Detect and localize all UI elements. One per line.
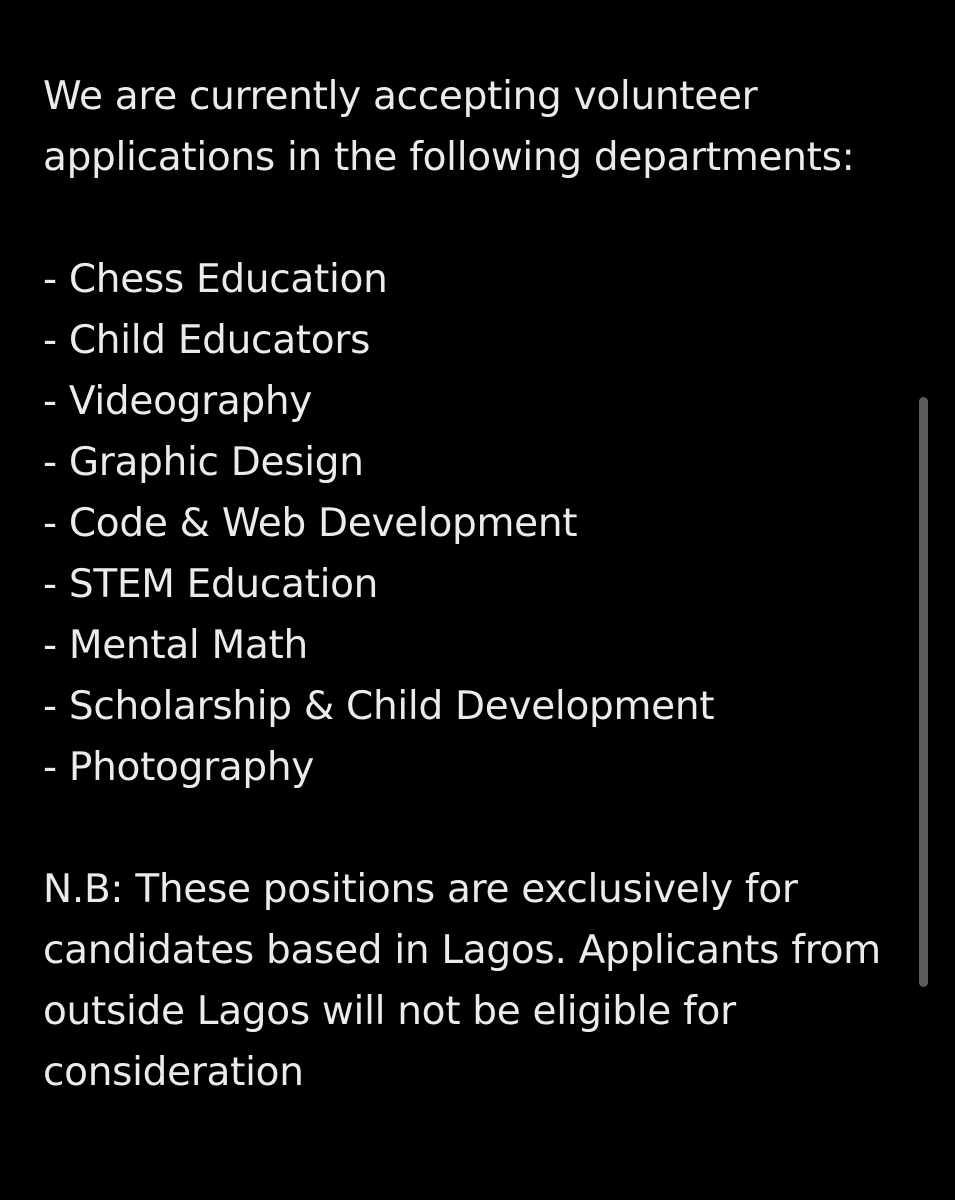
intro-line: applications in the following departments:: [43, 135, 855, 180]
note-line: outside Lagos will not be eligible for: [43, 989, 736, 1034]
blank-line: [43, 798, 913, 859]
department-item: - Child Educators: [43, 318, 371, 363]
intro-line: We are currently accepting volunteer: [43, 74, 758, 119]
department-item: - Photography: [43, 745, 315, 790]
department-item: - Graphic Design: [43, 440, 364, 485]
note-line: candidates based in Lagos. Applicants from: [43, 928, 881, 973]
blank-line: [43, 188, 913, 249]
department-item: - Mental Math: [43, 623, 308, 668]
department-item: - Chess Education: [43, 257, 388, 302]
department-item: - Code & Web Development: [43, 501, 578, 546]
department-item: - STEM Education: [43, 562, 379, 607]
scrollbar-thumb[interactable]: [919, 397, 928, 987]
department-item: - Videography: [43, 379, 313, 424]
note-line: consideration: [43, 1050, 304, 1095]
note-body[interactable]: [43, 66, 913, 1103]
note-line: N.B: These positions are exclusively for: [43, 867, 798, 912]
department-item: - Scholarship & Child Development: [43, 684, 715, 729]
